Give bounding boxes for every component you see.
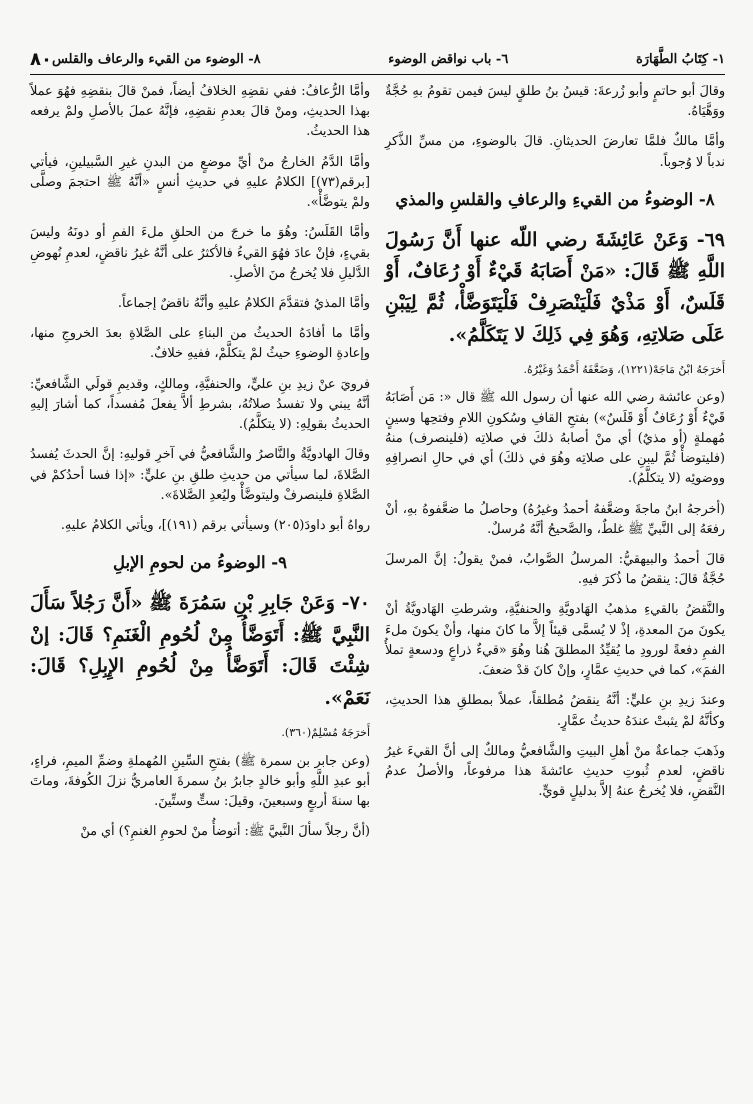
left-column bbox=[30, 82, 370, 853]
paragraph: وأمَّا القَلَسُ: وهُوَ ما خرجَ من الحلقِ ملءَ الفمِ أو دونَهُ وليسَ بقيءٍ، فإنْ عادَ فهُوَ القيءُ فالأكثرُ على أنَّهُ غيرُ ناقضٍ، لعدمِ نُهوضِ الدَّليلِ فلا يُخرجُ منَ الأصلِ. bbox=[30, 225, 370, 281]
paragraph: والنَّقضُ بالقيءِ مذهبُ الهَادويَّةِ والحنفيَّةِ، وشرطتِ الهَادويَّةُ أنْ يكونَ منَ المعدةِ، إذْ لا يُسمَّى قيئاً إلاَّ ما كانَ منها، وأنْ يكونَ ملءَ الفمِ دفعةً لورودِ ما يُقيِّدُ المطلقَ هُنا وهُوَ «قيءٌ ذراعٍ ودسعةٍ تملأُ الفمَ»، كما في حديثِ عمَّارٍ، وإنْ كانَ قدْ ضعفَ. bbox=[385, 602, 725, 679]
header-chapter-title: ٦- باب نواقض الوضوء bbox=[388, 51, 509, 67]
paragraph: وقالَ الهادويَّةُ والنَّاصرُ والشَّافعيُّ في آخرِ قوليهِ: إنَّ الحدثَ يُفسدُ الصَّلاةَ، لما سيأتي من حديثِ طلقِ بنِ عليٍّ: «إذا فسا أحدُكمْ في الصَّلاةِ فلينصرفْ وليتوضَّأْ وليُعدِ الصَّلاةَ». bbox=[30, 447, 370, 503]
takhrij-note: أَخرَجَهُ مُسْلِمٌ(٣٦٠). bbox=[281, 726, 370, 740]
paragraph: وذَهبَ جماعةٌ منْ أهلِ البيتِ والشَّافعيُّ ومالكٌ إلى أنَّ القيءَ غيرُ ناقضٍ، لعدمِ ثُبوتِ حديثِ عائشةَ هذا مرفوعاً، والأصلُ عدمُ النَّقضِ، فلا يُخرجُ عنهُ إلاَّ بدليلٍ قويٍّ. bbox=[385, 743, 725, 800]
paragraph: وأمَّا الرُّعافُ: ففي نقضِهِ الخلافُ أيضاً، فمنْ قالَ بنقضِهِ فهُوَ عملاً بهذا الحديثِ، ومنْ قالَ بعدمِ نقضِهِ، فإنَّهُ عملَ بالأصلِ ولمْ يرفعه هذا الحديثُ. bbox=[30, 84, 370, 140]
header-rule bbox=[30, 74, 725, 75]
paragraph: قالَ أحمدُ والبيهقيُّ: المرسلُ الصَّوابُ، فمنْ يقولُ: إنَّ المرسلَ حُجَّةٌ قالَ: ينقضُ ما ذُكرَ فيهِ. bbox=[385, 551, 725, 588]
paragraph: رواهُ أبو داودَ(٢٠٥) وسيأتي برقم (١٩١)]، ويأتي الكلامُ عليهِ. bbox=[60, 517, 370, 533]
paragraph: فرويَ عنْ زيدِ بنِ عليٍّ، والحنفيَّةِ، ومالكٍ، وقديمِ قولَي الشَّافعيِّ: أنَّهُ يبني ولا تفسدُ صلاتُهُ، بشرطِ ألاَّ يفعلَ مُفسداً، كما أشارَ إليهِ الحديثُ بقولِهِ: (لا يتكلَّمُ). bbox=[30, 376, 370, 433]
paragraph: (أنَّ رجلاً سألَ النَّبيَّ ﷺ: أتوضأُ منْ لحومِ الغنمِ؟) أي منْ bbox=[80, 824, 370, 840]
right-column bbox=[385, 82, 725, 812]
paragraph: (وعن جابر بن سمرة ﷺ) بفتحِ السِّينِ المُهملةِ وضمِّ الميمِ، فراءٍ، أبو عبدِ اللَّهِ وأبو خالدٍ جابرُ بنُ سمرةَ العامريُّ نزلَ الكُوفةَ، وماتَ بها سنةَ أربعٍ وسبعينَ، وقيلَ: ستٍّ وستِّينَ. bbox=[30, 753, 370, 810]
header-book-title: ١- كِتَابُ الطَّهَارَة bbox=[635, 51, 725, 67]
paragraph: (أخرجهُ ابنُ ماجةَ وضعَّفهُ أحمدُ وغيرُهُ) وحاصلُ ما ضعَّفوهُ بهِ، أنْ رفعَهُ إلى النَّبيِّ ﷺ غلطٌ، والصَّحيحُ أنَّهُ مُرسلٌ. bbox=[385, 501, 725, 537]
takhrij-note: أَخرَجَهُ ابْنُ مَاجَهْ(١٢٢١)، وَضَعَّفَهُ أَحْمَدُ وَغَيْرُهُ. bbox=[523, 363, 725, 377]
paragraph: وأمَّا المذيُ فتقدَّمَ الكلامُ عليهِ وأنَّهُ ناقضٌ إجماعاً. bbox=[117, 295, 370, 311]
paragraph: وقالَ أبو حاتمٍ وأبو زُرعةَ: قيسُ بنُ طلقٍ ليسَ فيمن تقومُ بهِ حُجَّةٌ ووَهَّيَاهُ. bbox=[385, 84, 725, 120]
hadith-text: ٧٠- وَعَنْ جَابِرِ بْنِ سَمُرَةَ ﷺ «أَنَّ رَجُلاً سَأَلَ النَّبِيَّ ﷺ: أَتَوَضَّأُ مِنْ لُحُومِ الْغَنَمِ؟ قَالَ: إنْ شِئْتَ قَالَ: أَتَوَضَّأُ مِنْ لُحُومِ الإِبِلِ؟ قَالَ: نَعَمْ». bbox=[30, 592, 370, 709]
page-number: ٨٠ bbox=[30, 48, 52, 70]
paragraph: وأمَّا ما أفادَهُ الحديثُ من البناءِ على الصَّلاةِ بعدَ الخروجِ منها، وإعادةِ الوضوءِ حيثُ لمْ يتكلَّمْ، ففيهِ خلافٌ. bbox=[30, 326, 370, 362]
paragraph: وأمَّا مالكٌ فلمَّا تعارضَ الحديثانِ. قالَ بالوضوءِ، من مسِّ الذَّكرِ ندباً لا وُجوباً. bbox=[385, 134, 725, 170]
paragraph: وعندَ زيدِ بنِ عليٍّ: أنَّهُ ينقضُ مُطلقاً، عملاً بمطلقِ هذا الحديثِ، وكأنَّهُ لمْ يثبتْ عندَهُ حديثُ عمَّارٍ. bbox=[385, 693, 725, 729]
header-section-title: ٨- الوضوء من القيء والرعاف والقلس bbox=[51, 51, 261, 67]
section-heading: ٨- الوضوءُ من القيءِ والرعافِ والقلسِ والمذي bbox=[395, 189, 715, 209]
hadith-text: ٦٩- وَعَنْ عَائِشَةَ رضي اللّه عنها أَنَّ رَسُولَ اللَّهِ ﷺ قَالَ: «مَنْ أَصَابَهُ قَيْءٌ أَوْ رُعَافٌ، أَوْ قَلَسٌ، أَوْ مَذْيٌ فَلْيَنْصَرِفْ فَلْيَتَوَضَّأْ، ثُمَّ لِيَبْنِ عَلَى صَلاتِهِ، وَهُوَ فِي ذَلِكَ لا يَتَكَلَّمُ». bbox=[385, 228, 725, 346]
running-header bbox=[30, 46, 725, 72]
section-heading: ٩- الوضوءُ من لحومِ الإبلِ bbox=[112, 553, 288, 573]
paragraph: وأمَّا الدَّمُ الخارجُ منْ أيِّ موضعٍ من البدنِ غيرِ السَّبيلينِ، فيأتي [برقم(٧٣)] الكلامُ عليهِ في حديثِ أنسٍ «أنَّهُ ﷺ احتجمَ وصلَّى ولمْ يتوضَّأْ». bbox=[30, 154, 370, 211]
paragraph: (وعن عائشة رضي الله عنها أن رسول الله ﷺ قال «: مَن أَصَابَهُ قَيْءٌ أَوْ رُعَافٌ أَوْ قَلَسٌ») بفتحِ القافِ وسُكونِ اللامِ وفتحِها وسينٍ مُهملةٍ (أو مذيٌ) أي منْ أصابهُ ذلكَ في صلاتِه (فلينصرف) منهُ (فليتوضأْ ثُمَّ ليبنِ على صلاتِه وهُوَ في ذلكَ) أي في حالِ انصرافِهِ ووضوئِه (لا يتكلَّمُ). bbox=[385, 390, 725, 487]
